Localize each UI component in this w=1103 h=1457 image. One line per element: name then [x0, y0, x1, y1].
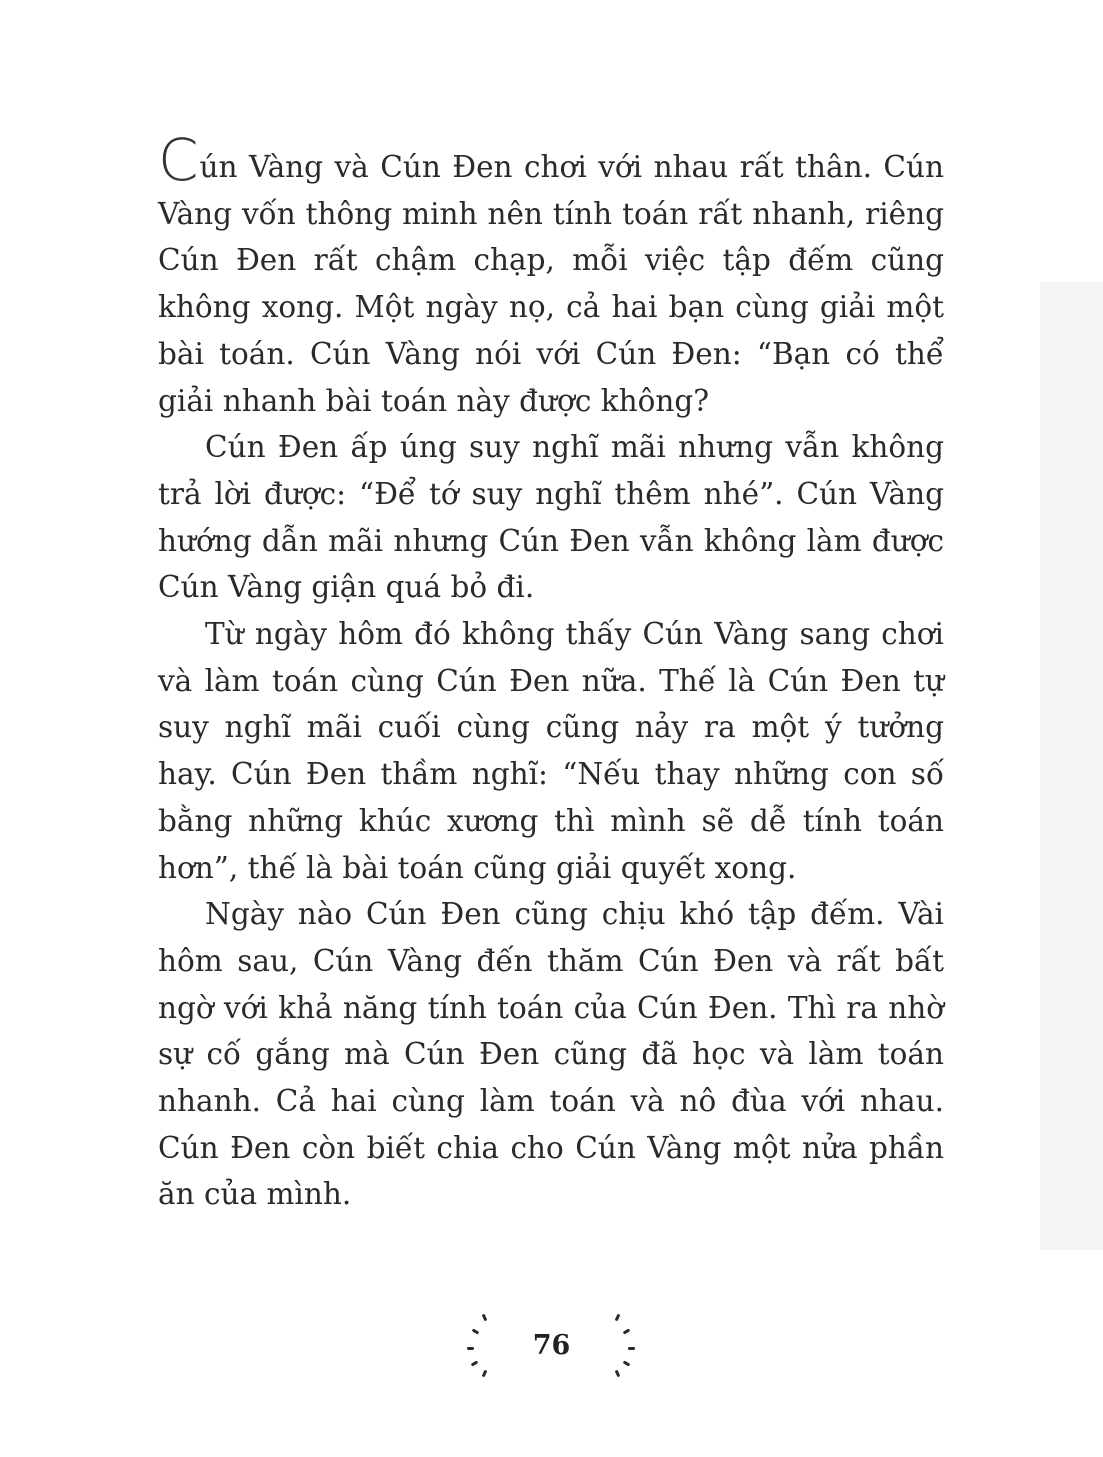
paragraph-1-text: ún Vàng và Cún Đen chơi với nhau rất thân. Cún Vàng vốn thông minh nên tính toán rất nhanh, riêng Cún Đen rất chậm chạp, mỗi việc tập đếm cũng không xong. Một ngày nọ, cả hai bạn cùng giải một bài toán. Cún Vàng nói với Cún Đen: “Bạn có thể giải nhanh bài toán này được không?	[158, 150, 944, 418]
paragraph-4: Ngày nào Cún Đen cũng chịu khó tập đếm. Vài hôm sau, Cún Vàng đến thăm Cún Đen và rất bất ngờ với khả năng tính toán của Cún Đen. Thì ra nhờ sự cố gắng mà Cún Đen cũng đã học và làm toán nhanh. Cả hai cùng làm toán và nô đùa với nhau. Cún Đen còn biết chia cho Cún Vàng một nửa phần ăn của mình.	[158, 897, 944, 1212]
paragraph-1	[158, 126, 944, 424]
story-text	[158, 126, 944, 1218]
paragraph-3: Từ ngày hôm đó không thấy Cún Vàng sang chơi và làm toán cùng Cún Đen nữa. Thế là Cún Đen tự suy nghĩ mãi cuối cùng cũng nảy ra một ý tưởng hay. Cún Đen thầm nghĩ: “Nếu thay những con số bằng những khúc xương thì mình sẽ dễ tính toán hơn”, thế là bài toán cũng giải quyết xong.	[158, 617, 944, 885]
drop-cap: C	[158, 126, 199, 194]
page-footer	[0, 1312, 1103, 1392]
paragraph-2: Cún Đen ấp úng suy nghĩ mãi nhưng vẫn không trả lời được: “Để tớ suy nghĩ thêm nhé”. Cún Vàng hướng dẫn mãi nhưng Cún Đen vẫn không làm được Cún Vàng giận quá bỏ đi.	[158, 430, 944, 605]
sunburst-right-icon	[603, 1312, 643, 1382]
sunburst-left-icon	[460, 1312, 500, 1382]
page-edge-shade	[1040, 282, 1103, 1250]
page-number: 76	[532, 1330, 571, 1361]
